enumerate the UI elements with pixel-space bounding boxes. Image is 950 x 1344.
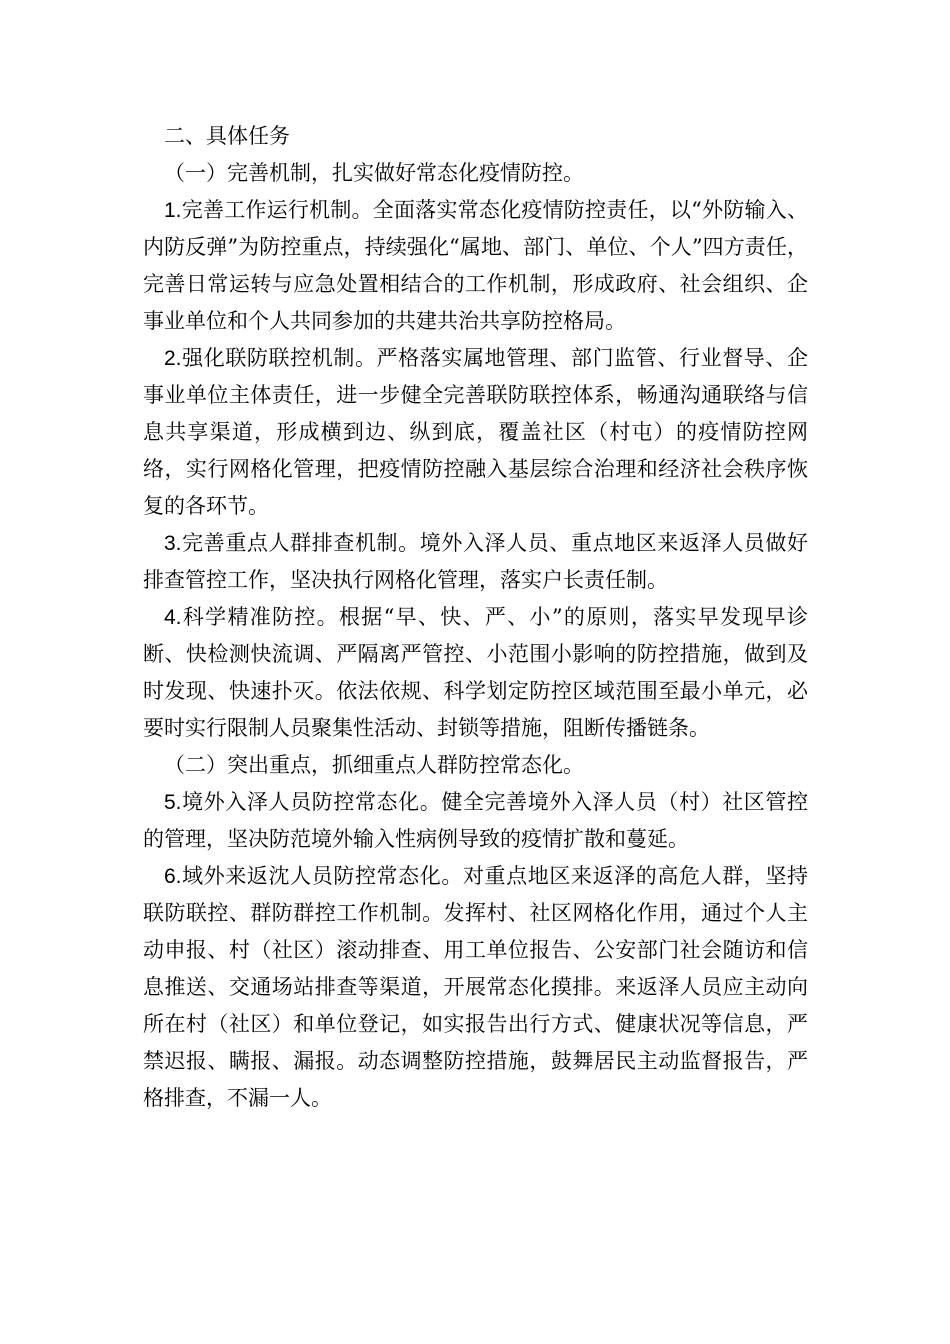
paragraph-1 — [143, 192, 808, 340]
item-number: 4. — [164, 606, 182, 629]
paragraph-text: 完善重点人群排查机制。境外入泽人员、重点地区来返泽人员做好排查管控工作，坚决执行网格化管理，落实户长责任制。 — [143, 531, 808, 592]
item-number: 3. — [164, 532, 182, 555]
paragraph-6 — [143, 858, 808, 1117]
paragraph-text: 境外入泽人员防控常态化。健全完善境外入泽人员（村）社区管控的管理，坚决防范境外输入性病例导致的疫情扩散和蔓延。 — [143, 790, 808, 851]
paragraph-text: 科学精准防控。根据“早、快、严、小”的原则，落实早发现早诊断、快检测快流调、严隔离严管控、小范围小影响的防控措施，做到及时发现、快速扑灭。依法依规、科学划定防控区域范围至最小单元，必要时实行限制人员聚集性活动、封锁等措施，阻断传播链条。 — [143, 605, 808, 740]
subsection-title-2: （二）突出重点，抓细重点人群防控常态化。 — [164, 753, 584, 777]
paragraph-3 — [143, 525, 808, 599]
section-title: 二、具体任务 — [164, 124, 290, 148]
item-number: 2. — [164, 347, 182, 370]
subsection-title-1: （一）完善机制，扎实做好常态化疫情防控。 — [164, 161, 584, 185]
paragraph-text: 完善工作运行机制。全面落实常态化疫情防控责任，以“外防输入、内防反弹”为防控重点，持续强化“属地、部门、单位、个人”四方责任，完善日常运转与应急处置相结合的工作机制，形成政府、社会组织、企事业单位和个人共同参加的共建共治共享防控格局。 — [143, 198, 808, 333]
document-body — [143, 118, 808, 1117]
item-number: 1. — [164, 199, 182, 222]
paragraph-text: 强化联防联控机制。严格落实属地管理、部门监管、行业督导、企事业单位主体责任，进一步健全完善联防联控体系，畅通沟通联络与信息共享渠道，形成横到边、纵到底，覆盖社区（村屯）的疫情防控网络，实行网格化管理，把疫情防控融入基层综合治理和经济社会秩序恢复的各环节。 — [143, 346, 808, 518]
paragraph-4 — [143, 599, 808, 747]
item-number: 6. — [164, 865, 182, 888]
item-number: 5. — [164, 791, 182, 814]
paragraph-text: 域外来返沈人员防控常态化。对重点地区来返泽的高危人群，坚持联防联控、群防群控工作机制。发挥村、社区网格化作用，通过个人主动申报、村（社区）滚动排查、用工单位报告、公安部门社会随访和信息推送、交通场站排查等渠道，开展常态化摸排。来返泽人员应主动向所在村（社区）和单位登记，如实报告出行方式、健康状况等信息，严禁迟报、瞒报、漏报。动态调整防控措施，鼓舞居民主动监督报告，严格排查，不漏一人。 — [143, 864, 808, 1110]
paragraph-5 — [143, 784, 808, 858]
paragraph-2 — [143, 340, 808, 525]
